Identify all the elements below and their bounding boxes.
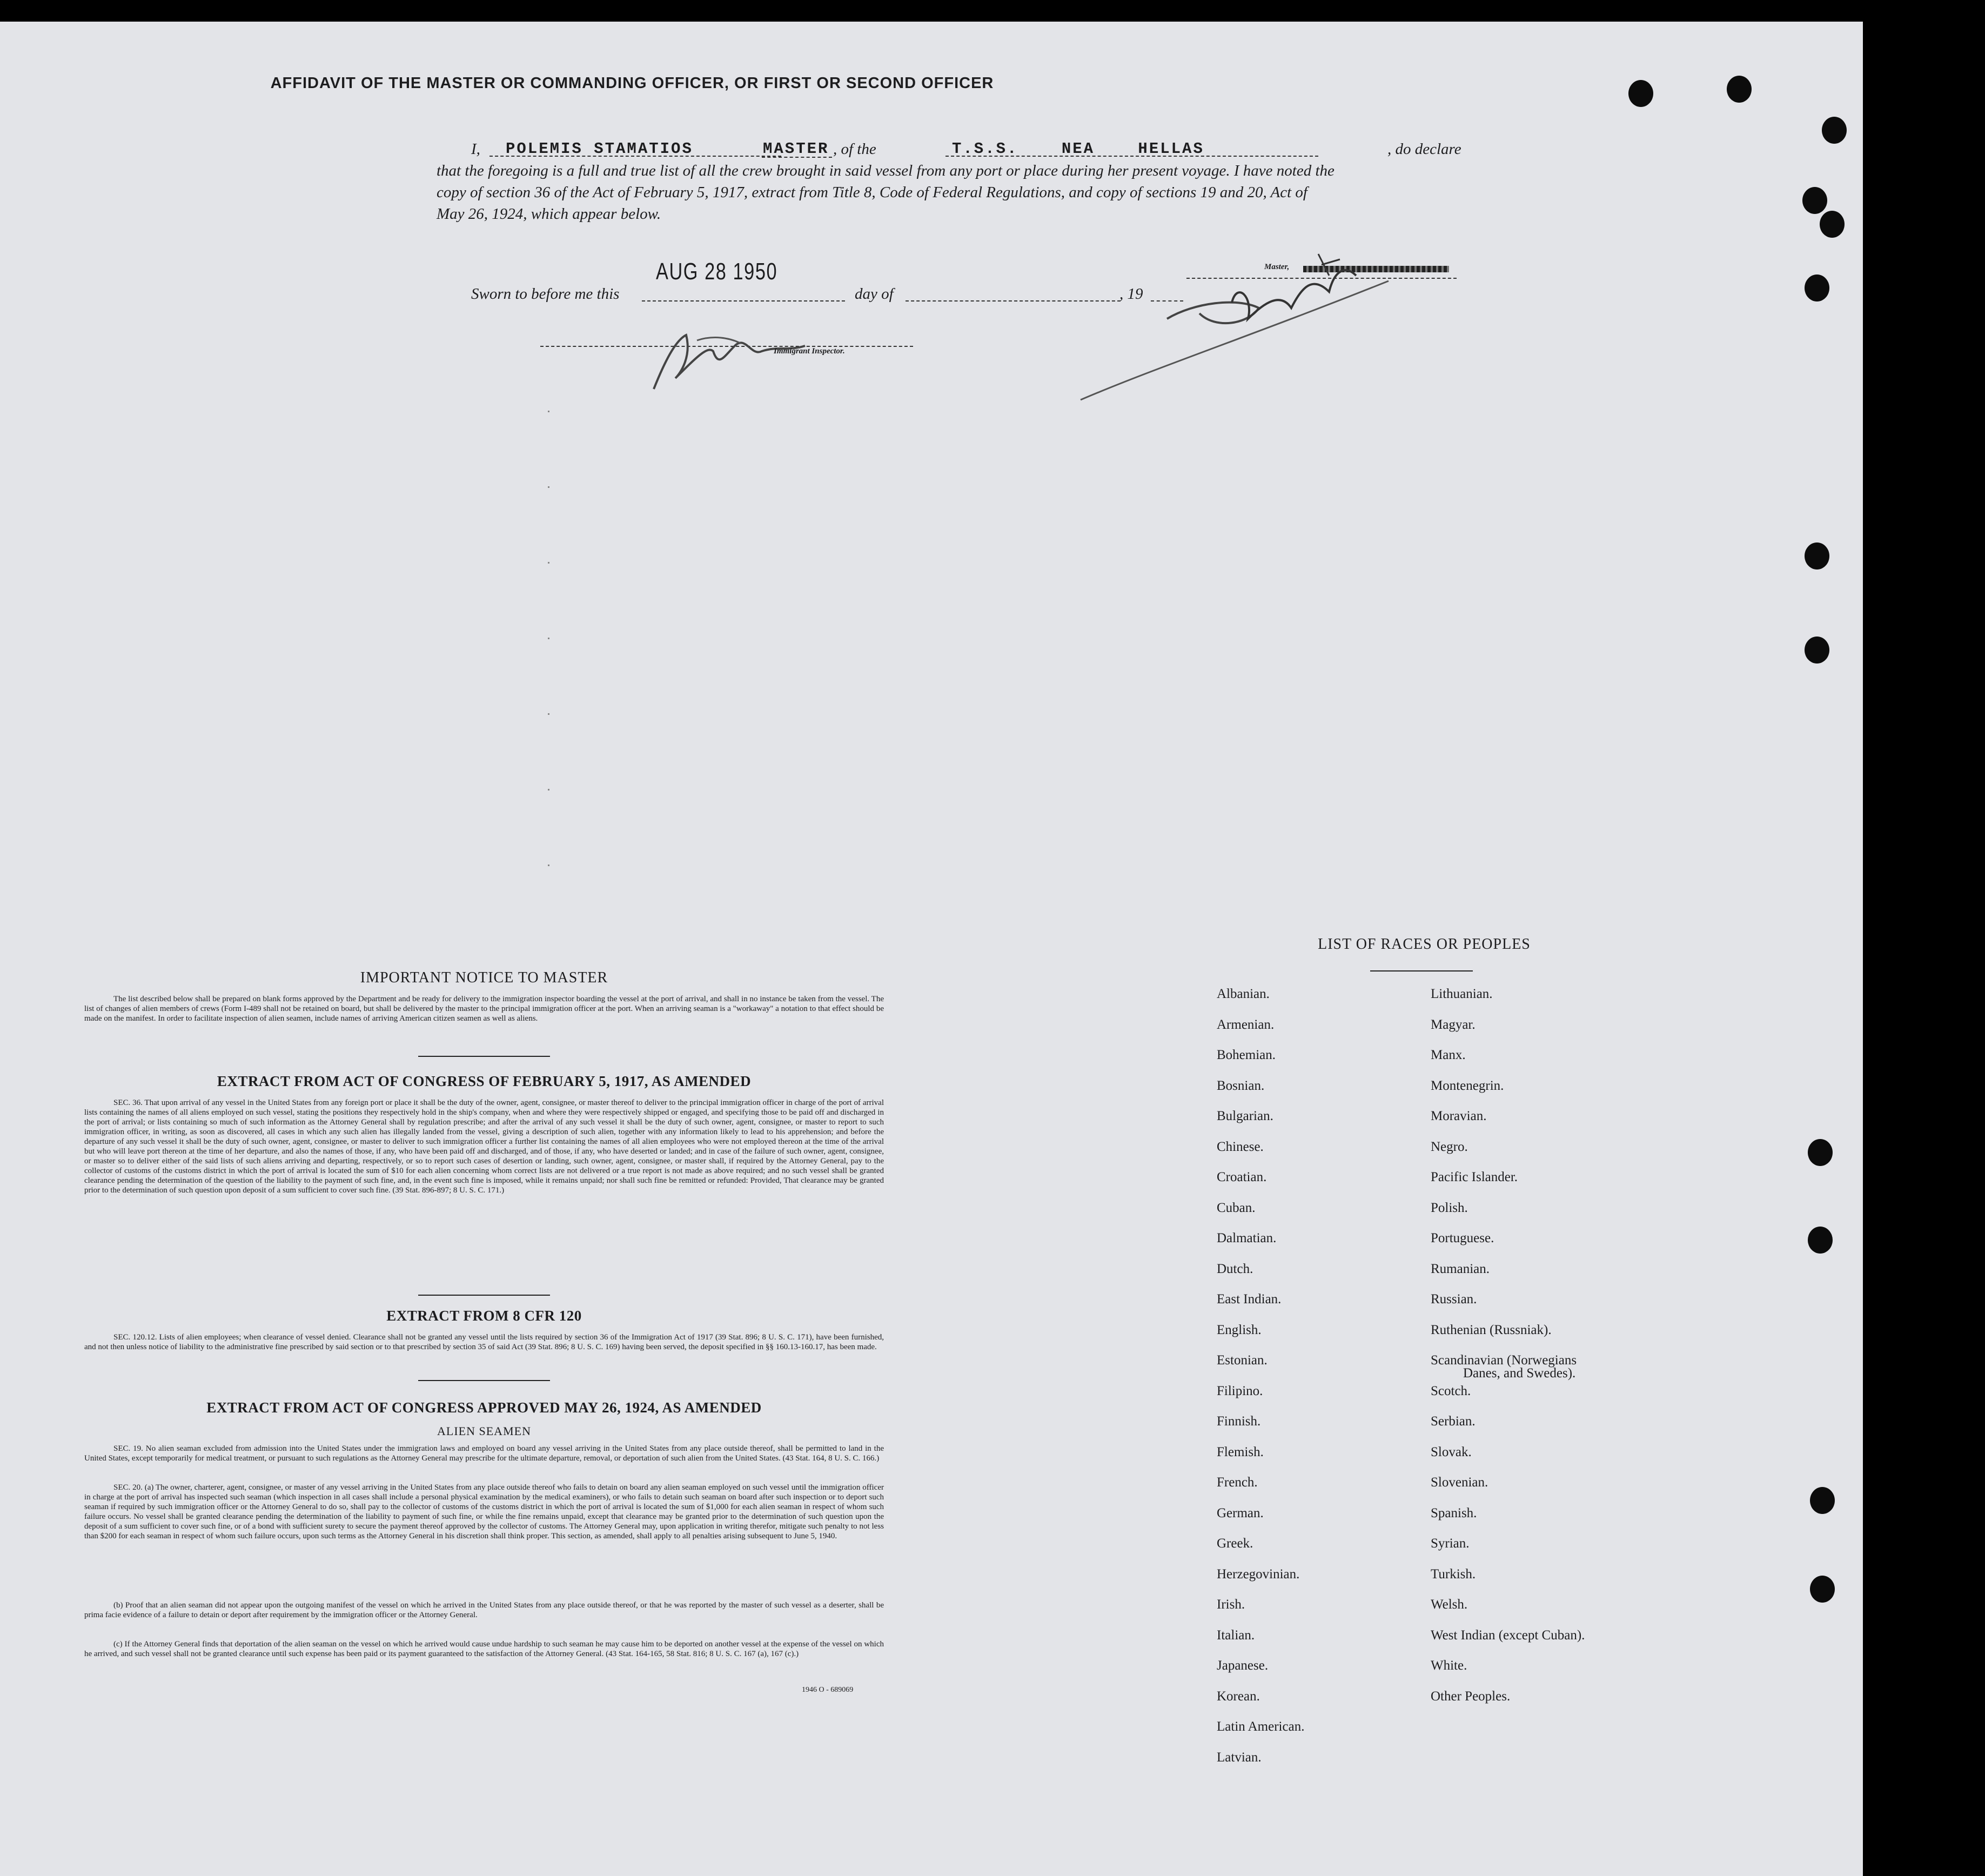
margin-dot bbox=[548, 562, 549, 564]
punch-hole bbox=[1820, 211, 1845, 238]
day-of-label: day of bbox=[855, 285, 894, 303]
print-code: 1946 O - 689069 bbox=[802, 1686, 854, 1694]
race-item: Turkish. bbox=[1431, 1566, 1476, 1582]
race-item: Lithuanian. bbox=[1431, 987, 1493, 1001]
margin-dot bbox=[548, 789, 549, 790]
punch-hole bbox=[1727, 76, 1752, 103]
race-item: French. bbox=[1217, 1475, 1258, 1490]
sworn-label: Sworn to before me this bbox=[471, 285, 620, 303]
i-label: I, bbox=[471, 140, 480, 158]
extract-1924-subheading: ALIEN SEAMEN bbox=[437, 1424, 531, 1438]
punch-hole bbox=[1808, 1227, 1833, 1254]
race-item: Estonian. bbox=[1217, 1353, 1268, 1368]
race-item: Pacific Islander. bbox=[1431, 1170, 1518, 1184]
punch-hole bbox=[1802, 187, 1827, 214]
declaration-line-2: that the foregoing is a full and true list of all the crew brought in said vessel from any port or place during her present voyage. I have noted the bbox=[437, 162, 1334, 179]
extract-1924-sec20c: (c) If the Attorney General finds that deportation of the alien seaman on the vessel on which he arrived would cause undue hardship to such seaman he may cause him to be deported on another vessel at the expense of the vessel on which he arrived, and such vessel shall not be granted clearance until such expense has been paid or its payment guaranteed to the satisfaction of the Attorney General. (43 Stat. 164-165, 58 Stat. 816; 8 U. S. C. 167 (a), 167 (c).) bbox=[84, 1640, 884, 1658]
race-item: Other Peoples. bbox=[1431, 1689, 1511, 1704]
date-stamp: AUG 28 1950 bbox=[656, 258, 778, 285]
declaration-line-4: May 26, 1924, which appear below. bbox=[437, 205, 661, 223]
master-signature-stroke bbox=[1232, 270, 1356, 319]
do-declare-label: , do declare bbox=[1387, 140, 1461, 158]
inspector-signature-stroke bbox=[654, 335, 805, 389]
race-item: Montenegrin. bbox=[1431, 1078, 1504, 1093]
race-item: Dutch. bbox=[1217, 1261, 1253, 1276]
race-item: West Indian (except Cuban). bbox=[1431, 1627, 1585, 1643]
document-page bbox=[0, 22, 1863, 1876]
race-item: Chinese. bbox=[1217, 1139, 1264, 1154]
notice-heading: IMPORTANT NOTICE TO MASTER bbox=[360, 969, 608, 986]
extract-cfr-body: SEC. 120.12. Lists of alien employees; when clearance of vessel denied. Clearance shall not be granted any vessel until the lists required by section 36 of the Immigration Act of 1917 (39 Stat. 896; 8 U. S. C. 171), have been furnished, and not then unless notice of liability to the administrative fine prescribed by said section or to that prescribed by section 35 of said Act (39 Stat. 896; 8 U. S. C. 169) having been served, the deposit specified in §§ 160.13-160.17, has been made. bbox=[84, 1333, 884, 1351]
race-item: Magyar. bbox=[1431, 1017, 1476, 1032]
inspector-label: Immigrant Inspector. bbox=[774, 347, 845, 356]
race-item: Rumanian. bbox=[1431, 1261, 1490, 1276]
race-item: Irish. bbox=[1217, 1597, 1245, 1612]
declaration-line-1 bbox=[471, 138, 1463, 160]
race-item: Italian. bbox=[1217, 1627, 1255, 1643]
race-item: Scotch. bbox=[1431, 1383, 1471, 1398]
race-item: Manx. bbox=[1431, 1048, 1466, 1062]
race-item: Herzegovinian. bbox=[1217, 1566, 1300, 1582]
master-signature-stroke bbox=[1318, 254, 1340, 276]
master-signature-stroke bbox=[1081, 281, 1389, 400]
race-item: Moravian. bbox=[1431, 1109, 1487, 1123]
race-item: German. bbox=[1217, 1505, 1264, 1520]
rank-field[interactable]: MASTER bbox=[763, 140, 829, 158]
race-item: Greek. bbox=[1217, 1536, 1253, 1551]
race-item: Polish. bbox=[1431, 1200, 1468, 1215]
race-item: Serbian. bbox=[1431, 1414, 1476, 1429]
races-heading: LIST OF RACES OR PEOPLES bbox=[1318, 936, 1531, 953]
punch-hole bbox=[1628, 80, 1653, 107]
race-item: Finnish. bbox=[1217, 1414, 1261, 1429]
punch-hole bbox=[1810, 1487, 1835, 1514]
race-item: Welsh. bbox=[1431, 1597, 1468, 1612]
sworn-day-field[interactable] bbox=[642, 283, 845, 302]
section-divider bbox=[418, 1056, 550, 1057]
race-item: Scandinavian (Norwegians bbox=[1431, 1353, 1577, 1368]
inspector-signature bbox=[648, 324, 810, 394]
race-item: Cuban. bbox=[1217, 1200, 1256, 1215]
extract-1924-heading: EXTRACT FROM ACT OF CONGRESS APPROVED MAY 26, 1924, AS AMENDED bbox=[206, 1399, 762, 1416]
race-item: Bulgarian. bbox=[1217, 1109, 1273, 1123]
punch-hole bbox=[1805, 274, 1829, 302]
margin-dot bbox=[548, 865, 549, 866]
race-item: Bosnian. bbox=[1217, 1078, 1265, 1093]
extract-1917-body: SEC. 36. That upon arrival of any vessel in the United States from any foreign port or place it shall be the duty of the owner, agent, consignee, or master thereof to deliver to the principal immigration officer in charge of the port of arrival lists containing the names of all aliens employed on such vessel, stating the positions they respectively hold in the ship's company, when and where they were respectively shipped or engaged, and specifying those to be paid off and discharged in the port of arrival; or lists containing so much of such information as the Attorney General shall by regulation prescribe; and after the arrival of any such vessel it shall be the duty of such owner, agent, consignee, or master to report to such immigration officer, in writing, as soon as discovered, all cases in which any such alien has illegally landed from the vessel, giving a description of such alien, together with any information likely to lead to his apprehension; and before the departure of any such vessel it shall be the duty of such owner, agent, consignee, or master to deliver to such immigration officer a further list containing the names of all alien employees who were not employed thereon at the time of the arrival but who will leave port thereon at the time of her departure, and also the names of those, if any, who have been paid off and discharged, and of those, if any, who have deserted or landed; and in case of the failure of such owner, agent, consignee, or master so to deliver either of the said lists of such aliens arriving and departing, respectively, or so to report such cases of desertion or landing, such owner, agent, consignee, or master shall, if required by the Attorney General, pay to the collector of customs of the customs district in which the port of arrival is located the sum of $10 for each alien concerning whom correct lists are not delivered or a true report is not made as above required; and no such vessel shall be granted clearance pending the determination of the question of the liability to the payment of such fine, and, in the event such fine is imposed, while it remains unpaid; nor shall such fine be remitted or refunded: Provided, That clearance may be granted prior to the determination of such question upon deposit of a sum sufficient to cover such fine. (39 Stat. 896-897; 8 U. S. C. 171.) bbox=[84, 1098, 884, 1195]
race-item: Filipino. bbox=[1217, 1383, 1263, 1398]
races-heading-rule bbox=[1370, 970, 1473, 971]
race-item: Ruthenian (Russniak). bbox=[1431, 1322, 1552, 1337]
extract-1917-heading: EXTRACT FROM ACT OF CONGRESS OF FEBRUARY 5, 1917, AS AMENDED bbox=[217, 1073, 752, 1089]
race-item: Dalmatian. bbox=[1217, 1231, 1277, 1245]
officer-name-field[interactable]: POLEMIS STAMATIOS bbox=[489, 138, 781, 157]
race-item: White. bbox=[1431, 1658, 1467, 1673]
race-item: Croatian. bbox=[1217, 1170, 1267, 1184]
margin-dot bbox=[548, 713, 549, 715]
race-item: Negro. bbox=[1431, 1139, 1468, 1154]
race-item: Japanese. bbox=[1217, 1658, 1269, 1673]
race-item: Korean. bbox=[1217, 1689, 1260, 1704]
punch-hole bbox=[1810, 1576, 1835, 1603]
punch-hole bbox=[1805, 542, 1829, 570]
master-signature bbox=[1075, 249, 1410, 405]
race-item: Syrian. bbox=[1431, 1536, 1470, 1551]
rank-underline bbox=[762, 138, 832, 158]
extract-1924-sec19: SEC. 19. No alien seaman excluded from admission into the United States under the immigration laws and employed on board any vessel arriving in the United States from any place outside thereof, shall be permitted to land in the United States, except temporarily for medical treatment, or pursuant to such regulations as the Attorney General may prescribe for the ultimate departure, removal, or deportation of such alien from the United States. (43 Stat. 164, 8 U. S. C. 166.) bbox=[84, 1444, 884, 1463]
punch-hole bbox=[1808, 1139, 1833, 1166]
punch-hole bbox=[1805, 636, 1829, 664]
race-item: Bohemian. bbox=[1217, 1048, 1276, 1062]
race-item: Slovak. bbox=[1431, 1444, 1472, 1459]
year-prefix-label: , 19 bbox=[1119, 285, 1143, 303]
extract-1924-sec20: SEC. 20. (a) The owner, charterer, agent, consignee, or master of any vessel arriving in the United States from any place outside thereof who fails to detain on board any alien seaman employed on such vessel until the immigration officer in charge at the port of arrival has inspected such seaman (which inspection in all cases shall include a personal physical examination by the medical examiners), or who fails to detain such seaman on board after such inspection or to deport such seaman if required by such immigration officer or the Attorney General to do so, shall pay to the collector of customs of the customs district in which the port of arrival is located the sum of $1,000 for each alien seaman in respect of whom such failure occurs. No vessel shall be granted clearance pending the determination of the liability to payment of such fine, or while the fine remains unpaid, except that clearance may be granted prior to the determination of such question upon the deposit of a sum sufficient to cover such fine, or of a bond with sufficient surety to secure the payment thereof approved by the collector of customs. The Attorney General may, upon application in writing therefor, mitigate such penalty to not less than $200 for each seaman in respect of whom such failure occurs, upon such terms as the Attorney General in his discretion shall think proper. This section, as amended, shall apply to all penalties arising subsequent to June 5, 1940. bbox=[84, 1483, 884, 1540]
section-divider bbox=[418, 1295, 550, 1296]
race-item: Flemish. bbox=[1217, 1444, 1264, 1459]
race-item: Latvian. bbox=[1217, 1750, 1262, 1765]
race-item: Danes, and Swedes). bbox=[1463, 1366, 1576, 1381]
section-divider bbox=[418, 1380, 550, 1381]
race-item: Armenian. bbox=[1217, 1017, 1275, 1032]
inspector-signature-stroke bbox=[697, 338, 740, 343]
of-the-label: , of the bbox=[833, 140, 876, 158]
race-item: Spanish. bbox=[1431, 1505, 1477, 1520]
vessel-name-field[interactable]: T.S.S. NEA HELLAS bbox=[945, 138, 1318, 157]
race-item: English. bbox=[1217, 1322, 1262, 1337]
race-item: East Indian. bbox=[1217, 1292, 1282, 1306]
affidavit-title: AFFIDAVIT OF THE MASTER OR COMMANDING OFFICER, OR FIRST OR SECOND OFFICER bbox=[270, 75, 994, 92]
race-item: Latin American. bbox=[1217, 1719, 1305, 1734]
punch-hole bbox=[1822, 117, 1847, 144]
margin-dot bbox=[548, 638, 549, 639]
margin-dot bbox=[548, 486, 549, 488]
race-item: Albanian. bbox=[1217, 987, 1270, 1001]
declaration-line-3: copy of section 36 of the Act of February 5, 1917, extract from Title 8, Code of Federal Regulations, and copy of sections 19 and 20, Act of bbox=[437, 184, 1307, 201]
extract-cfr-heading: EXTRACT FROM 8 CFR 120 bbox=[386, 1308, 582, 1324]
race-item: Portuguese. bbox=[1431, 1231, 1494, 1245]
notice-body: The list described below shall be prepared on blank forms approved by the Department and be ready for delivery to the immigration inspector boarding the vessel at the port of arrival, and shall in no instance be taken from the vessel. The list of changes of alien members of crews (Form I-489 shall not be retained on board, but shall be delivered by the master to the principal immigration officer at the port. When an arriving seaman is a "workaway" a notation to that effect should be made on the manifest. In order to facilitate inspection of alien seamen, include names of arriving American citizen seamen as well as aliens. bbox=[84, 995, 884, 1023]
margin-dot bbox=[548, 411, 549, 412]
master-signature-stroke bbox=[1167, 303, 1259, 324]
race-item: Russian. bbox=[1431, 1292, 1477, 1306]
master-label: Master, bbox=[1264, 263, 1290, 271]
extract-1924-sec20b: (b) Proof that an alien seaman did not appear upon the outgoing manifest of the vessel on which he arrived in the United States from any place outside thereof, or that he was reported by the master of such vessel as a deserter, shall be prima facie evidence of a failure to detain or deport after requirement by the immigration officer or the Attorney General. bbox=[84, 1601, 884, 1619]
race-item: Slovenian. bbox=[1431, 1475, 1488, 1490]
